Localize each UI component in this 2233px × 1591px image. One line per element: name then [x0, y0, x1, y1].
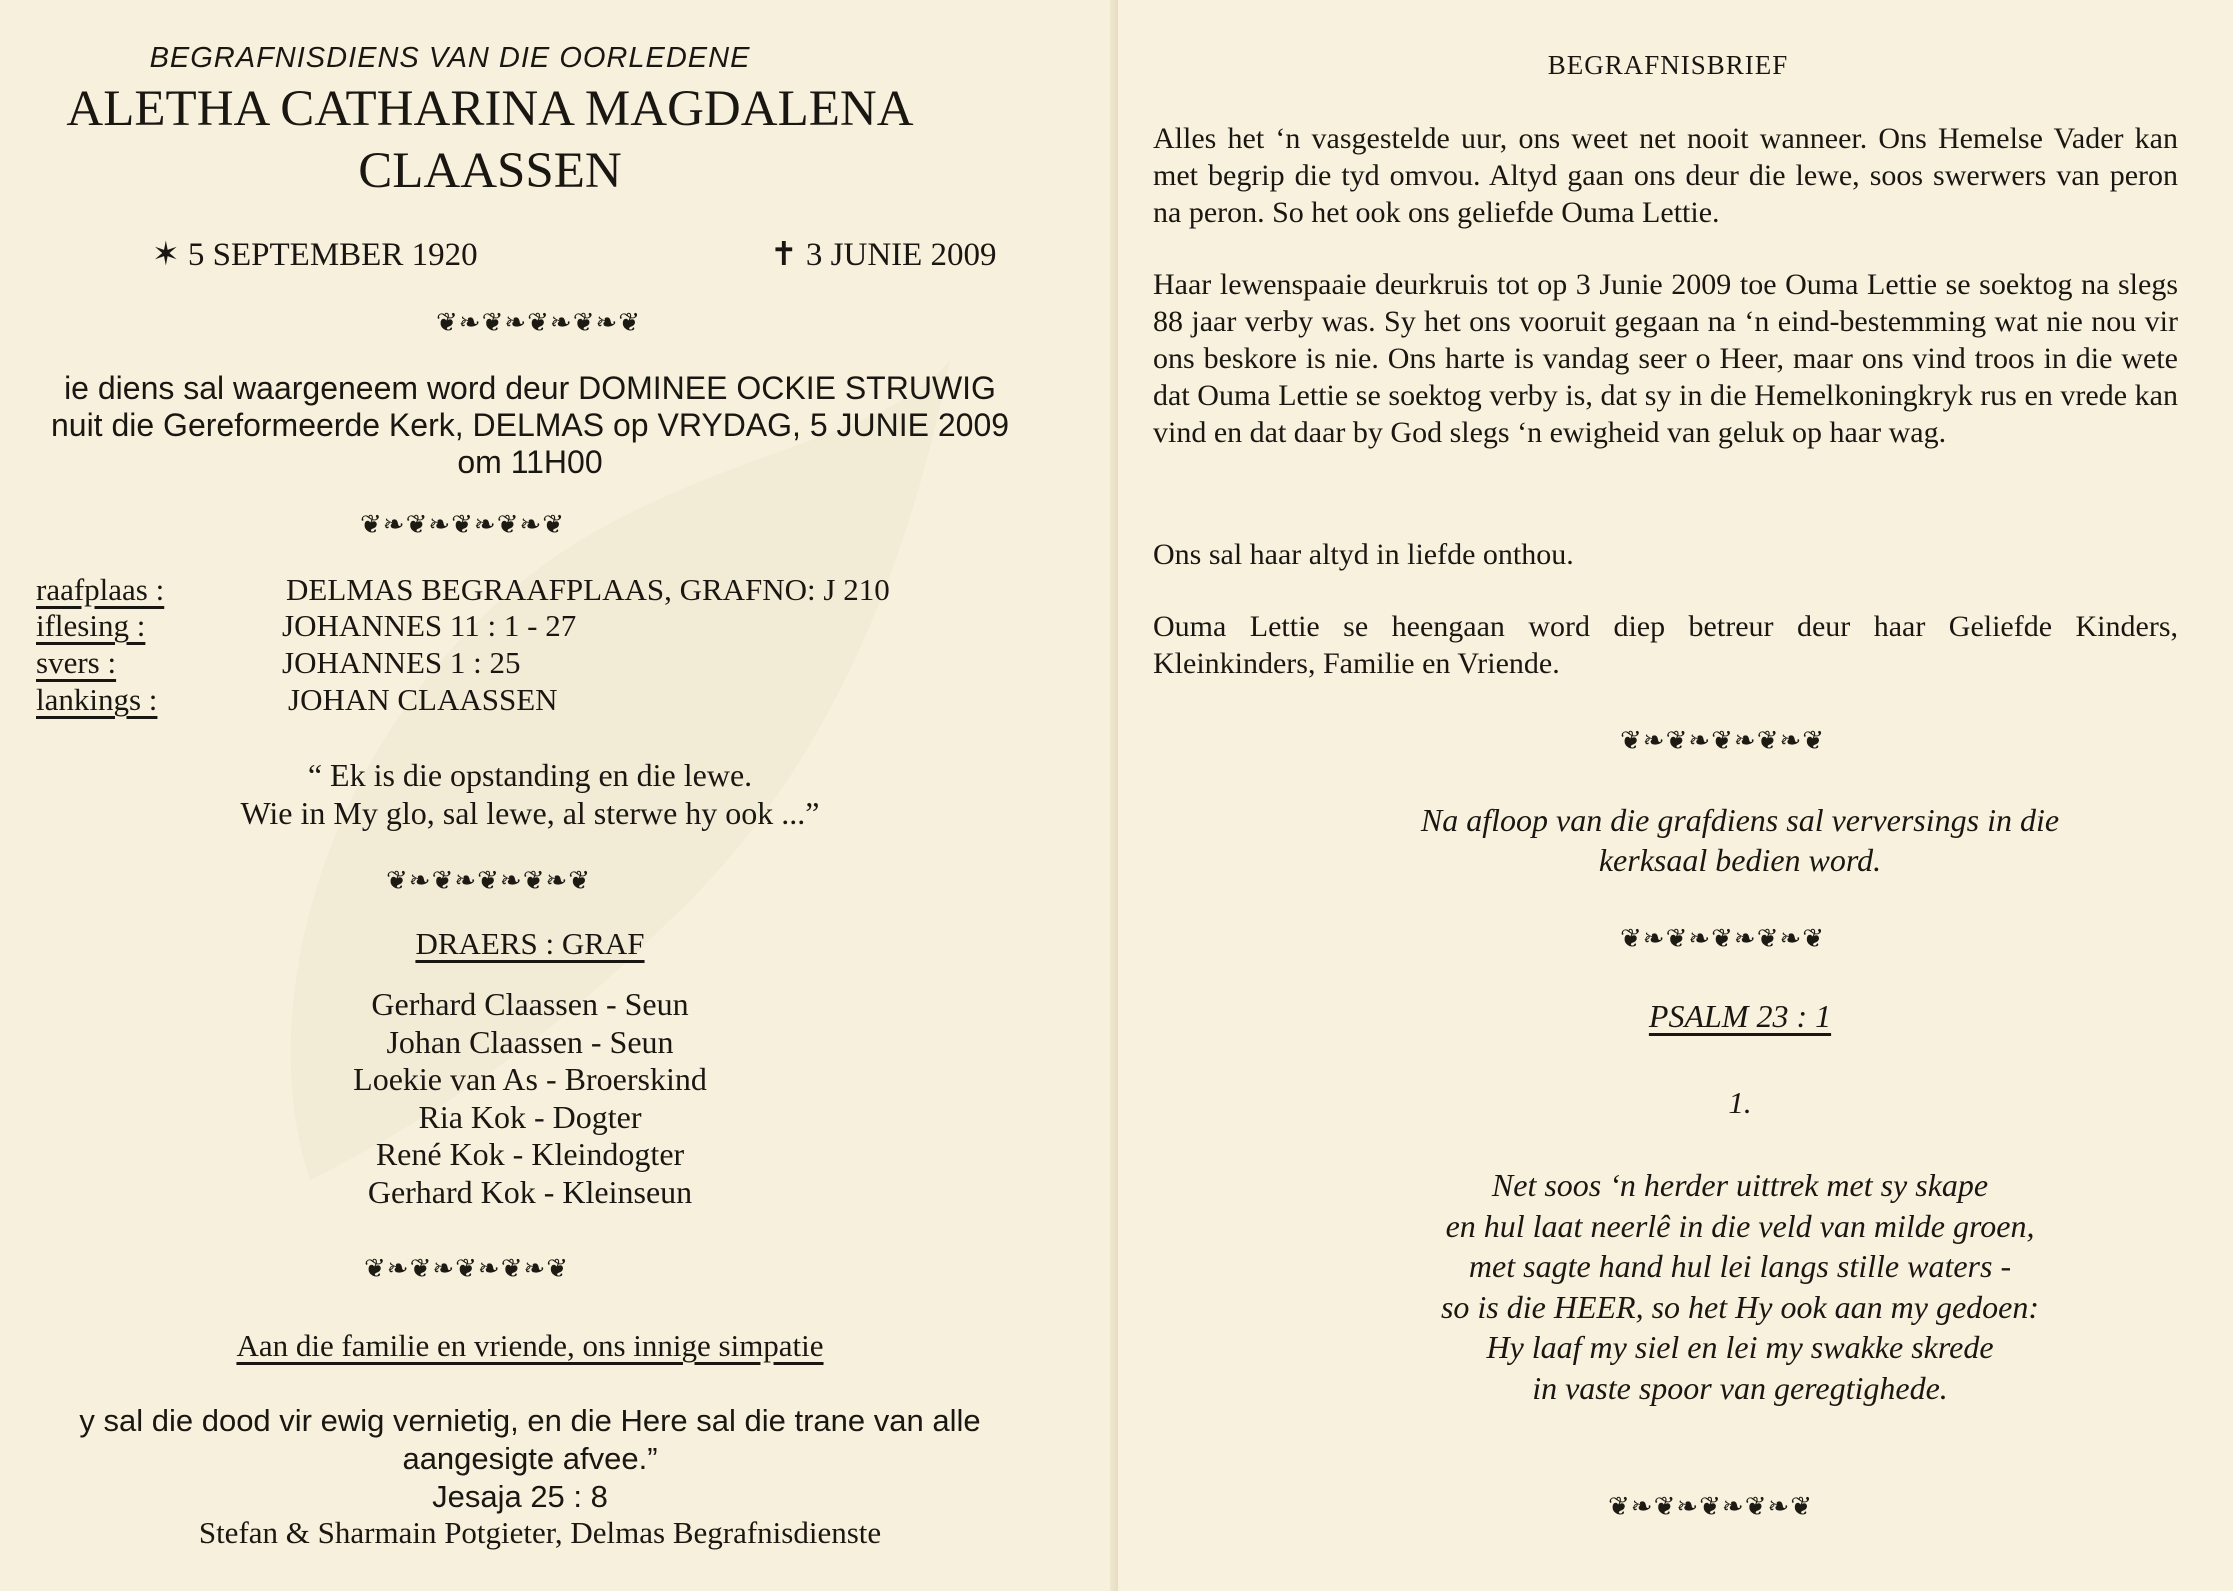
letter-paragraph-2: Haar lewenspaaie deurkruis tot op 3 Junie 2009 toe Ouma Lettie se soektog na slegs 88 jaar verby was. Sy het ons vooruit gegaan na ‘n eind-bestemming wat nie nou vir ons beskore is nie. Ons harte is vandag seer o Heer, maar ons vind troos in die wete dat Ouma Lettie se soektog verby is, dat sy in die Hemelkoningkryk rus en vrede kan vind en dat daar by God slegs ‘n ewigheid van geluk op haar wag.	[1153, 268, 2178, 449]
detail-value-thanks: JOHAN CLAASSEN	[288, 682, 558, 717]
psalm-title	[1500, 998, 1980, 1035]
pallbearers-title-text: DRAERS : GRAF	[415, 926, 645, 961]
detail-value-gravesite: DELMAS BEGRAAFPLAAS, GRAFNO: J 210	[286, 572, 890, 607]
sympathy-text: Aan die familie en vriende, ons innige simpatie	[236, 1328, 824, 1363]
pallbearers-list	[200, 986, 860, 1211]
ornament-divider: ❦❧❦❧❦❧❦❧❦	[436, 308, 642, 337]
service-line-1: ie diens sal waargeneem word deur DOMINEE OCKIE STRUWIG	[64, 370, 996, 406]
psalm-verse	[1280, 1165, 2200, 1408]
psalm-title-text: PSALM 23 : 1	[1648, 998, 1832, 1034]
ornament-divider: ❦❧❦❧❦❧❦❧❦	[364, 1254, 570, 1283]
pallbearer-item: Johan Claassen - Seun	[386, 1023, 674, 1060]
detail-label-verse: svers :	[36, 645, 117, 680]
service-line-3: om 11H00	[457, 444, 603, 480]
quote-line-2: Wie in My glo, sal lewe, al sterwe hy ook ...”	[240, 795, 820, 831]
sympathy-note	[80, 1328, 980, 1364]
service-details	[30, 370, 1030, 481]
pallbearers-title	[260, 926, 800, 962]
psalm-line: Hy laaf my siel en lei my swakke skrede	[1486, 1329, 1994, 1365]
funeral-letter-title: BEGRAFNISBRIEF	[1547, 50, 1789, 80]
scripture-quote	[130, 756, 930, 832]
ornament-divider: ❦❧❦❧❦❧❦❧❦	[386, 866, 592, 895]
psalm-line: so is die HEER, so het Hy ook aan my gedoen:	[1440, 1288, 2040, 1325]
ornament-divider: ❦❧❦❧❦❧❦❧❦	[1620, 924, 1826, 953]
letter-paragraph-3: Ons sal haar altyd in liefde onthou.	[1153, 538, 1574, 571]
death-date: ✝ 3 JUNIE 2009	[770, 237, 997, 273]
pallbearer-item: Ria Kok - Dogter	[418, 1098, 642, 1135]
refreshments-line-2: kerksaal bedien word.	[1598, 842, 1882, 878]
service-header-label: BEGRAFNISDIENS VAN DIE OORLEDENE	[149, 42, 751, 74]
letter-paragraph-4: Ouma Lettie se heengaan word diep betreur deur haar Geliefde Kinders, Kleinkinders, Familie en Vriende.	[1153, 610, 2178, 680]
pallbearer-item: René Kok - Kleindogter	[375, 1136, 685, 1172]
ornament-divider: ❦❧❦❧❦❧❦❧❦	[1608, 1492, 1814, 1521]
psalm-line: en hul laat neerlê in die veld van milde groen,	[1445, 1207, 2035, 1244]
detail-label-reading: iflesing :	[36, 608, 146, 643]
psalm-line: Net soos ‘n herder uittrek met sy skape	[1491, 1167, 1989, 1203]
deceased-name-line-1: ALETHA CATHARINA MAGDALENA	[66, 81, 914, 137]
birth-date: ✶ 5 SEPTEMBER 1920	[152, 237, 478, 273]
quote-line-1: “ Ek is die opstanding en die lewe.	[307, 757, 753, 793]
refreshments-note	[1310, 800, 2170, 880]
pallbearer-item: Loekie van As - Broerskind	[353, 1061, 707, 1097]
psalm-line: in vaste spoor van geregtighede.	[1532, 1369, 1948, 1406]
bible-line-2: aangesigte afvee.”	[402, 1441, 658, 1476]
detail-label-gravesite: raafplaas :	[36, 572, 165, 607]
detail-value-reading: JOHANNES 11 : 1 - 27	[282, 608, 577, 643]
bible-reference: Jesaja 25 : 8	[432, 1479, 608, 1514]
service-line-2: nuit die Gereformeerde Kerk, DELMAS op VRYDAG, 5 JUNIE 2009	[50, 407, 1010, 443]
deceased-name-line-2: CLAASSEN	[358, 143, 622, 199]
undertaker-credit: Stefan & Sharmain Potgieter, Delmas Begrafnisdienste	[198, 1515, 882, 1550]
bible-line-1: y sal die dood vir ewig vernietig, en die Here sal die trane van alle	[79, 1403, 981, 1438]
deceased-name	[20, 78, 960, 202]
psalm-line: met sagte hand hul lei langs stille waters -	[1468, 1248, 2012, 1284]
ornament-divider: ❦❧❦❧❦❧❦❧❦	[360, 510, 566, 539]
letter-paragraph-1: Alles het ‘n vasgestelde uur, ons weet net nooit wanneer. Ons Hemelse Vader kan met begrip die tyd omvou. Altyd gaan ons deur die lewe, soos swerwers van peron na peron. So het ook ons geliefde Ouma Lettie.	[1153, 122, 2178, 229]
refreshments-line-1: Na afloop van die grafdiens sal verversings in die	[1420, 802, 2060, 838]
ornament-divider: ❦❧❦❧❦❧❦❧❦	[1620, 726, 1826, 755]
pallbearer-item: Gerhard Kok - Kleinseun	[367, 1173, 693, 1210]
detail-label-thanks: lankings :	[36, 682, 158, 717]
bible-verse	[40, 1402, 1020, 1478]
pallbearer-item: Gerhard Claassen - Seun	[371, 986, 689, 1022]
detail-value-verse: JOHANNES 1 : 25	[282, 645, 521, 680]
verse-number: 1.	[1728, 1085, 1752, 1120]
